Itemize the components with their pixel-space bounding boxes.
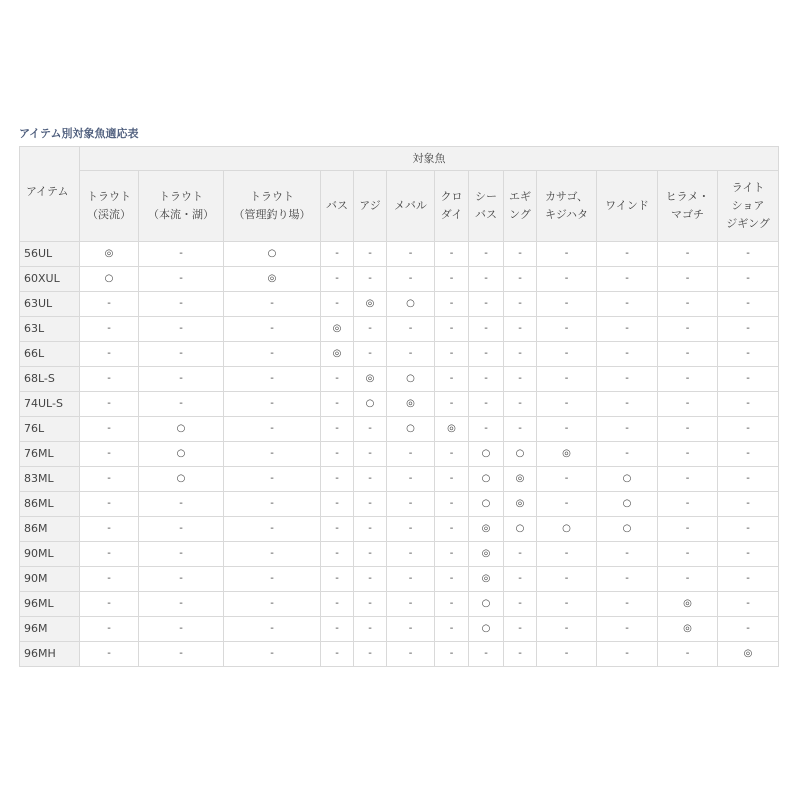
suitability-mark-cell: - xyxy=(80,392,139,417)
suitability-mark-cell: ○ xyxy=(504,517,537,542)
item-name-cell: 68L-S xyxy=(20,367,80,392)
fish-header-line: エギ xyxy=(509,190,531,203)
suitability-mark-cell: - xyxy=(718,267,779,292)
fish-header-seabass xyxy=(469,171,504,242)
suitability-mark-cell: - xyxy=(321,567,354,592)
suitability-mark-cell: - xyxy=(80,417,139,442)
suitability-mark-cell: - xyxy=(537,317,597,342)
fish-header-trout-managed xyxy=(224,171,321,242)
suitability-mark-cell: - xyxy=(224,417,321,442)
table-row xyxy=(20,417,779,442)
suitability-mark-cell: - xyxy=(435,292,469,317)
suitability-mark-cell: - xyxy=(658,417,718,442)
suitability-mark-cell: - xyxy=(354,592,387,617)
suitability-mark-cell: - xyxy=(435,342,469,367)
suitability-mark-cell: - xyxy=(80,542,139,567)
suitability-mark-cell: - xyxy=(658,642,718,667)
suitability-mark-cell: - xyxy=(718,242,779,267)
suitability-mark-cell: - xyxy=(537,392,597,417)
fish-header-line: キジハタ xyxy=(544,208,589,221)
suitability-mark-cell: - xyxy=(321,242,354,267)
suitability-mark-cell: - xyxy=(354,517,387,542)
suitability-mark-cell: - xyxy=(139,267,224,292)
suitability-mark-cell: ◎ xyxy=(80,242,139,267)
fish-header-trout-stream xyxy=(80,171,139,242)
suitability-mark-cell: - xyxy=(718,617,779,642)
suitability-mark-cell: ◎ xyxy=(224,267,321,292)
suitability-mark-cell: ◎ xyxy=(354,367,387,392)
item-name-cell: 96ML xyxy=(20,592,80,617)
fish-header-light-shore-jigging xyxy=(718,171,779,242)
suitability-mark-cell: - xyxy=(387,542,435,567)
item-name-cell: 74UL-S xyxy=(20,392,80,417)
suitability-mark-cell: - xyxy=(597,242,658,267)
suitability-mark-cell: ◎ xyxy=(321,317,354,342)
suitability-mark-cell: - xyxy=(537,417,597,442)
suitability-mark-cell: ○ xyxy=(354,392,387,417)
suitability-mark-cell: ◎ xyxy=(718,642,779,667)
suitability-mark-cell: - xyxy=(139,567,224,592)
suitability-mark-cell: ○ xyxy=(597,492,658,517)
suitability-mark-cell: - xyxy=(435,492,469,517)
suitability-mark-cell: ○ xyxy=(469,617,504,642)
suitability-mark-cell: - xyxy=(597,617,658,642)
item-name-cell: 96M xyxy=(20,617,80,642)
suitability-mark-cell: - xyxy=(224,517,321,542)
suitability-mark-cell: - xyxy=(354,467,387,492)
suitability-mark-cell: ○ xyxy=(139,417,224,442)
suitability-mark-cell: - xyxy=(224,317,321,342)
suitability-mark-cell: - xyxy=(718,467,779,492)
suitability-mark-cell: - xyxy=(224,392,321,417)
item-name-cell: 63L xyxy=(20,317,80,342)
fish-header-line: ング xyxy=(509,208,531,221)
suitability-mark-cell: - xyxy=(597,292,658,317)
item-name-cell: 76L xyxy=(20,417,80,442)
fish-header-line: トラウト xyxy=(87,190,131,203)
suitability-mark-cell: - xyxy=(435,367,469,392)
suitability-mark-cell: - xyxy=(537,467,597,492)
suitability-mark-cell: ○ xyxy=(387,367,435,392)
fish-header-kasago xyxy=(537,171,597,242)
suitability-mark-cell: - xyxy=(597,367,658,392)
suitability-mark-cell: - xyxy=(224,342,321,367)
table-row xyxy=(20,442,779,467)
suitability-mark-cell: - xyxy=(718,492,779,517)
suitability-mark-cell: - xyxy=(387,342,435,367)
suitability-mark-cell: - xyxy=(321,417,354,442)
suitability-mark-cell: - xyxy=(504,617,537,642)
fish-header-line: トラウト xyxy=(250,190,294,203)
fish-header-line: バス xyxy=(475,208,497,221)
suitability-mark-cell: - xyxy=(469,242,504,267)
item-column-header: アイテム xyxy=(20,147,80,242)
suitability-mark-cell: - xyxy=(224,642,321,667)
suitability-mark-cell: - xyxy=(597,392,658,417)
suitability-mark-cell: - xyxy=(139,292,224,317)
suitability-mark-cell: - xyxy=(139,642,224,667)
fish-header-line: ライト xyxy=(731,181,765,194)
suitability-mark-cell: - xyxy=(504,592,537,617)
fish-header-mebaru xyxy=(387,171,435,242)
suitability-mark-cell: - xyxy=(658,367,718,392)
fish-header-bass xyxy=(321,171,354,242)
item-name-cell: 96MH xyxy=(20,642,80,667)
suitability-mark-cell: - xyxy=(504,242,537,267)
suitability-mark-cell: - xyxy=(469,317,504,342)
suitability-mark-cell: - xyxy=(321,592,354,617)
suitability-mark-cell: - xyxy=(80,592,139,617)
suitability-mark-cell: - xyxy=(537,542,597,567)
suitability-mark-cell: - xyxy=(658,467,718,492)
suitability-mark-cell: - xyxy=(537,642,597,667)
suitability-mark-cell: - xyxy=(504,417,537,442)
suitability-mark-cell: - xyxy=(80,567,139,592)
item-name-cell: 63UL xyxy=(20,292,80,317)
suitability-mark-cell: - xyxy=(224,592,321,617)
table-header-group-row xyxy=(20,147,779,171)
table-row xyxy=(20,292,779,317)
suitability-mark-cell: - xyxy=(80,642,139,667)
suitability-mark-cell: - xyxy=(658,492,718,517)
fish-header-line: アジ xyxy=(359,199,381,212)
suitability-mark-cell: - xyxy=(658,292,718,317)
table-row xyxy=(20,392,779,417)
suitability-mark-cell: - xyxy=(537,342,597,367)
suitability-mark-cell: - xyxy=(718,417,779,442)
suitability-mark-cell: - xyxy=(435,442,469,467)
suitability-mark-cell: - xyxy=(718,367,779,392)
fish-header-line: クロ xyxy=(440,190,463,203)
suitability-mark-cell: - xyxy=(139,492,224,517)
suitability-mark-cell: - xyxy=(387,492,435,517)
suitability-mark-cell: - xyxy=(469,642,504,667)
suitability-mark-cell: - xyxy=(718,392,779,417)
suitability-mark-cell: - xyxy=(80,292,139,317)
suitability-mark-cell: - xyxy=(139,592,224,617)
suitability-mark-cell: ○ xyxy=(387,292,435,317)
suitability-mark-cell: - xyxy=(354,342,387,367)
suitability-mark-cell: ○ xyxy=(597,517,658,542)
suitability-mark-cell: ○ xyxy=(139,467,224,492)
suitability-mark-cell: - xyxy=(597,642,658,667)
suitability-mark-cell: - xyxy=(80,492,139,517)
suitability-mark-cell: - xyxy=(321,267,354,292)
suitability-mark-cell: - xyxy=(224,542,321,567)
suitability-mark-cell: - xyxy=(387,242,435,267)
suitability-mark-cell: - xyxy=(597,542,658,567)
suitability-mark-cell: - xyxy=(658,317,718,342)
suitability-mark-cell: - xyxy=(387,592,435,617)
suitability-mark-cell: - xyxy=(718,342,779,367)
suitability-mark-cell: - xyxy=(537,492,597,517)
suitability-mark-cell: - xyxy=(597,567,658,592)
suitability-mark-cell: - xyxy=(658,392,718,417)
table-row xyxy=(20,467,779,492)
suitability-mark-cell: ○ xyxy=(469,467,504,492)
fish-header-line: ジギング xyxy=(726,217,770,230)
suitability-mark-cell: - xyxy=(80,467,139,492)
suitability-mark-cell: ○ xyxy=(387,417,435,442)
suitability-mark-cell: - xyxy=(537,367,597,392)
suitability-mark-cell: ◎ xyxy=(658,592,718,617)
suitability-mark-cell: - xyxy=(387,642,435,667)
table-row xyxy=(20,642,779,667)
suitability-mark-cell: - xyxy=(321,392,354,417)
suitability-mark-cell: - xyxy=(321,542,354,567)
suitability-mark-cell: ○ xyxy=(469,492,504,517)
suitability-mark-cell: - xyxy=(658,567,718,592)
table-row xyxy=(20,367,779,392)
suitability-mark-cell: - xyxy=(435,592,469,617)
suitability-mark-cell: ○ xyxy=(469,592,504,617)
fish-header-eging xyxy=(504,171,537,242)
fish-header-line: バス xyxy=(326,199,348,212)
suitability-mark-cell: ◎ xyxy=(435,417,469,442)
suitability-mark-cell: - xyxy=(139,242,224,267)
fish-header-line: （本流・湖） xyxy=(148,208,214,221)
suitability-mark-cell: - xyxy=(224,292,321,317)
suitability-mark-cell: - xyxy=(597,342,658,367)
suitability-mark-cell: - xyxy=(139,617,224,642)
suitability-mark-cell: - xyxy=(435,567,469,592)
suitability-mark-cell: - xyxy=(658,442,718,467)
table-body xyxy=(20,242,779,667)
suitability-mark-cell: - xyxy=(718,592,779,617)
suitability-mark-cell: - xyxy=(597,592,658,617)
item-name-cell: 76ML xyxy=(20,442,80,467)
table-row xyxy=(20,592,779,617)
fish-header-line: ショア xyxy=(731,199,765,212)
suitability-mark-cell: - xyxy=(387,442,435,467)
suitability-mark-cell: ◎ xyxy=(387,392,435,417)
suitability-mark-cell: - xyxy=(504,567,537,592)
suitability-mark-cell: - xyxy=(718,317,779,342)
suitability-mark-cell: ○ xyxy=(469,442,504,467)
suitability-mark-cell: - xyxy=(321,467,354,492)
suitability-mark-cell: ◎ xyxy=(321,342,354,367)
suitability-mark-cell: - xyxy=(537,592,597,617)
suitability-mark-cell: - xyxy=(504,367,537,392)
suitability-mark-cell: - xyxy=(537,617,597,642)
suitability-mark-cell: - xyxy=(597,267,658,292)
suitability-mark-cell: - xyxy=(435,542,469,567)
suitability-mark-cell: - xyxy=(504,317,537,342)
suitability-mark-cell: - xyxy=(387,267,435,292)
item-name-cell: 66L xyxy=(20,342,80,367)
fish-header-wind xyxy=(597,171,658,242)
suitability-mark-cell: - xyxy=(504,342,537,367)
suitability-mark-cell: ○ xyxy=(224,242,321,267)
suitability-mark-cell: - xyxy=(139,367,224,392)
suitability-mark-cell: - xyxy=(504,542,537,567)
suitability-mark-cell: - xyxy=(387,567,435,592)
table-row xyxy=(20,567,779,592)
suitability-mark-cell: - xyxy=(597,442,658,467)
suitability-mark-cell: - xyxy=(224,467,321,492)
target-fish-row xyxy=(20,171,779,242)
suitability-mark-cell: - xyxy=(469,367,504,392)
suitability-mark-cell: - xyxy=(504,267,537,292)
suitability-mark-cell: ◎ xyxy=(504,467,537,492)
suitability-mark-cell: - xyxy=(469,342,504,367)
item-name-cell: 90M xyxy=(20,567,80,592)
item-name-cell: 56UL xyxy=(20,242,80,267)
fish-header-line: ヒラメ・ xyxy=(665,190,710,203)
fish-header-kurodai xyxy=(435,171,469,242)
suitability-mark-cell: - xyxy=(718,442,779,467)
fish-header-line: ダイ xyxy=(440,208,463,221)
suitability-mark-cell: - xyxy=(435,242,469,267)
suitability-mark-cell: - xyxy=(354,417,387,442)
suitability-mark-cell: - xyxy=(718,517,779,542)
suitability-mark-cell: - xyxy=(224,567,321,592)
fish-header-line: （管理釣り場） xyxy=(233,208,311,221)
fish-header-line: トラウト xyxy=(159,190,203,203)
suitability-mark-cell: - xyxy=(321,492,354,517)
suitability-mark-cell: - xyxy=(354,242,387,267)
suitability-mark-cell: - xyxy=(658,242,718,267)
item-name-cell: 86M xyxy=(20,517,80,542)
suitability-mark-cell: - xyxy=(537,292,597,317)
suitability-mark-cell: - xyxy=(354,492,387,517)
suitability-mark-cell: - xyxy=(469,267,504,292)
item-name-cell: 60XUL xyxy=(20,267,80,292)
suitability-mark-cell: - xyxy=(504,642,537,667)
suitability-mark-cell: ◎ xyxy=(504,492,537,517)
suitability-mark-cell: - xyxy=(354,617,387,642)
suitability-mark-cell: - xyxy=(658,542,718,567)
suitability-mark-cell: - xyxy=(80,517,139,542)
suitability-mark-cell: ◎ xyxy=(658,617,718,642)
suitability-mark-cell: ○ xyxy=(504,442,537,467)
suitability-mark-cell: - xyxy=(435,267,469,292)
suitability-mark-cell: - xyxy=(718,542,779,567)
suitability-mark-cell: - xyxy=(224,442,321,467)
fish-header-line: （渓流） xyxy=(87,208,131,221)
suitability-mark-cell: - xyxy=(80,367,139,392)
suitability-mark-cell: - xyxy=(435,642,469,667)
suitability-mark-cell: - xyxy=(139,542,224,567)
suitability-mark-cell: - xyxy=(354,267,387,292)
suitability-mark-cell: - xyxy=(354,442,387,467)
table-row xyxy=(20,342,779,367)
fish-header-aji xyxy=(354,171,387,242)
suitability-mark-cell: - xyxy=(658,342,718,367)
fish-header-line: メバル xyxy=(394,199,427,212)
suitability-mark-cell: - xyxy=(224,617,321,642)
suitability-mark-cell: - xyxy=(504,292,537,317)
suitability-mark-cell: - xyxy=(139,317,224,342)
suitability-mark-cell: - xyxy=(321,642,354,667)
suitability-mark-cell: - xyxy=(435,317,469,342)
suitability-mark-cell: - xyxy=(139,517,224,542)
fish-header-line: カサゴ、 xyxy=(544,190,589,203)
suitability-mark-cell: - xyxy=(718,292,779,317)
table-row xyxy=(20,267,779,292)
item-name-cell: 86ML xyxy=(20,492,80,517)
suitability-mark-cell: ◎ xyxy=(537,442,597,467)
suitability-mark-cell: - xyxy=(387,317,435,342)
suitability-mark-cell: ◎ xyxy=(354,292,387,317)
suitability-mark-cell: - xyxy=(435,392,469,417)
suitability-mark-cell: - xyxy=(80,617,139,642)
suitability-mark-cell: - xyxy=(469,417,504,442)
suitability-mark-cell: - xyxy=(224,367,321,392)
suitability-mark-cell: ○ xyxy=(537,517,597,542)
suitability-mark-cell: - xyxy=(469,392,504,417)
table-row xyxy=(20,542,779,567)
suitability-mark-cell: - xyxy=(537,242,597,267)
suitability-mark-cell: - xyxy=(435,617,469,642)
suitability-mark-cell: - xyxy=(658,267,718,292)
suitability-mark-cell: - xyxy=(80,317,139,342)
suitability-mark-cell: - xyxy=(321,617,354,642)
suitability-mark-cell: - xyxy=(537,567,597,592)
table-row xyxy=(20,617,779,642)
fish-header-trout-mainstream-lake xyxy=(139,171,224,242)
suitability-mark-cell: - xyxy=(139,392,224,417)
suitability-mark-cell: ◎ xyxy=(469,517,504,542)
table-row xyxy=(20,492,779,517)
suitability-mark-cell: - xyxy=(80,442,139,467)
suitability-mark-cell: - xyxy=(718,567,779,592)
suitability-mark-cell: - xyxy=(504,392,537,417)
table-row xyxy=(20,517,779,542)
suitability-mark-cell: - xyxy=(354,642,387,667)
suitability-mark-cell: - xyxy=(139,342,224,367)
suitability-mark-cell: ○ xyxy=(597,467,658,492)
suitability-mark-cell: ◎ xyxy=(469,542,504,567)
suitability-mark-cell: - xyxy=(321,367,354,392)
target-fish-header: 対象魚 xyxy=(80,147,779,171)
table-row xyxy=(20,317,779,342)
fish-header-line: マゴチ xyxy=(671,208,704,221)
suitability-mark-cell: - xyxy=(387,467,435,492)
suitability-mark-cell: ○ xyxy=(80,267,139,292)
suitability-mark-cell: - xyxy=(597,317,658,342)
suitability-mark-cell: - xyxy=(354,317,387,342)
suitability-mark-cell: - xyxy=(387,517,435,542)
item-name-cell: 83ML xyxy=(20,467,80,492)
suitability-mark-cell: - xyxy=(387,617,435,642)
suitability-mark-cell: - xyxy=(435,517,469,542)
suitability-mark-cell: - xyxy=(597,417,658,442)
page-title: アイテム別対象魚適応表 xyxy=(19,127,139,140)
fish-header-hirame xyxy=(658,171,718,242)
suitability-mark-cell: - xyxy=(80,342,139,367)
table-row xyxy=(20,242,779,267)
suitability-mark-cell: - xyxy=(321,442,354,467)
fish-header-line: ワインド xyxy=(605,199,649,212)
suitability-mark-cell: - xyxy=(354,567,387,592)
suitability-mark-cell: - xyxy=(537,267,597,292)
suitability-mark-cell: - xyxy=(321,292,354,317)
suitability-mark-cell: ◎ xyxy=(469,567,504,592)
suitability-mark-cell: - xyxy=(354,542,387,567)
fish-suitability-table xyxy=(19,146,779,667)
item-name-cell: 90ML xyxy=(20,542,80,567)
suitability-mark-cell: - xyxy=(435,467,469,492)
fish-header-line: シー xyxy=(475,190,497,203)
suitability-mark-cell: - xyxy=(224,492,321,517)
suitability-mark-cell: - xyxy=(658,517,718,542)
suitability-mark-cell: - xyxy=(469,292,504,317)
suitability-mark-cell: - xyxy=(321,517,354,542)
suitability-mark-cell: ○ xyxy=(139,442,224,467)
